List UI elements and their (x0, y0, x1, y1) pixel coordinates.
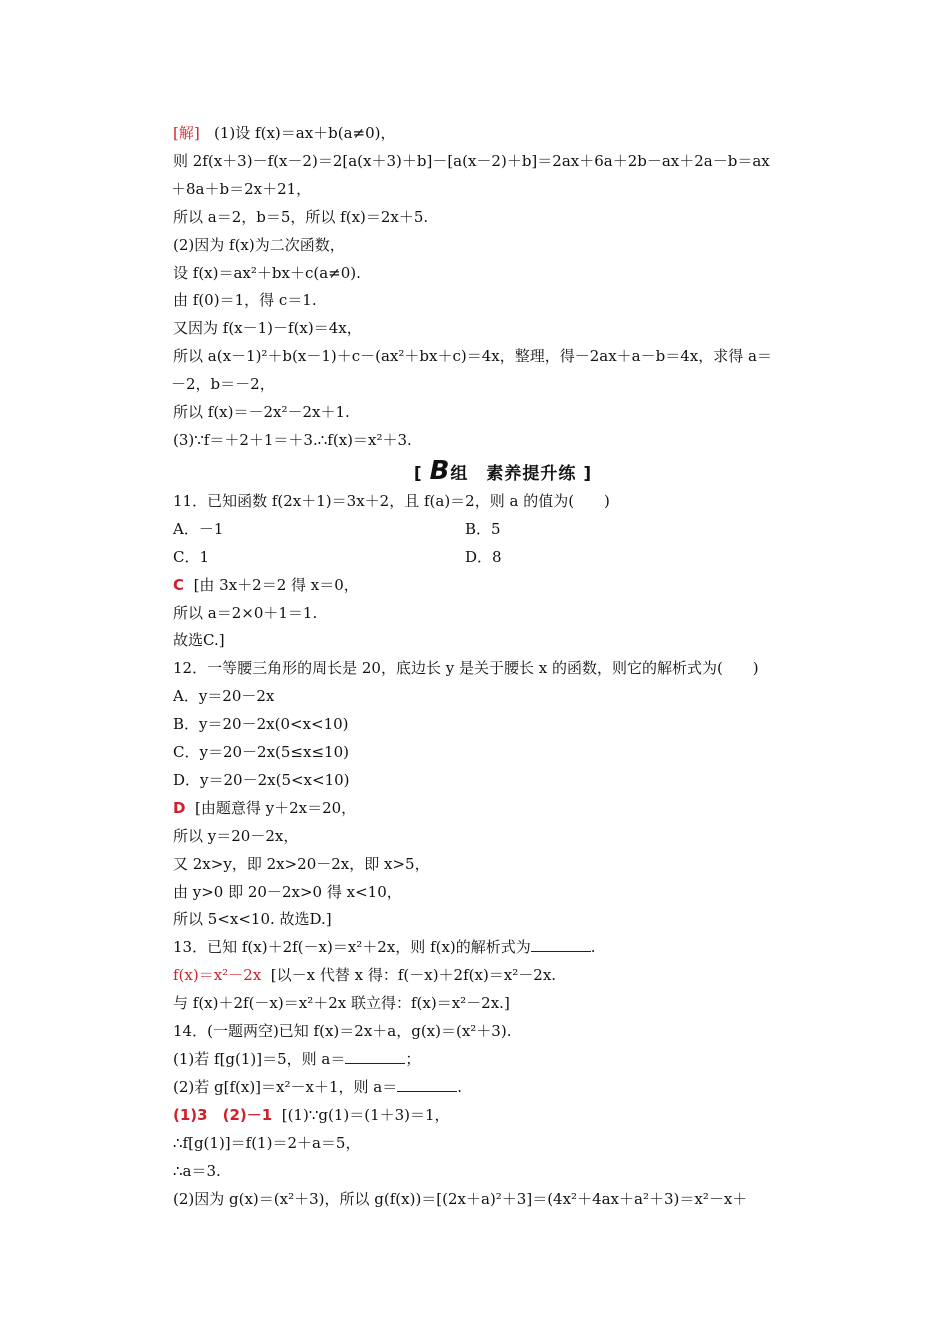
solution-line-9: 所以 a(x－1)²＋b(x－1)＋c－(ax²＋bx＋c)＝4x，整理，得－2ax＋a－b＝4x，求得 a＝ (173, 347, 772, 366)
question-14: 14．(一题两空)已知 f(x)＝2x＋a，g(x)＝(x²＋3). (173, 1022, 512, 1041)
q14-solution-2: ∴f[g(1)]＝f(1)＝2＋a＝5， (173, 1133, 361, 1152)
q13-answer: f(x)＝x²－2x (173, 966, 262, 985)
solution-line-12: (3)∵f＝＋2＋1＝＋3.∴f(x)＝x²＋3. (173, 430, 412, 449)
q12-option-d: D．y＝20－2x(5<x<10) (173, 770, 350, 789)
q14-answer: (1)3 (2)－1 (173, 1105, 273, 1124)
q11-solution-3: 故选C.] (173, 631, 225, 650)
solution-line-10: －2，b＝－2， (171, 375, 275, 394)
section-heading: [ B组 素养提升练 ] (413, 455, 593, 486)
answer-blank (531, 937, 591, 952)
q14-part-2: (2)若 g[f(x)]＝x²－x＋1，则 a＝ . (173, 1077, 463, 1096)
q14-solution-4: (2)因为 g(x)＝(x²＋3)，所以 g(f(x))＝[(2x＋a)²＋3]＝(4x²＋4ax＋a²＋3)＝x²－x＋ (173, 1189, 748, 1208)
solution-line-2: 则 2f(x＋3)－f(x－2)＝2[a(x＋3)＋b]－[a(x－2)＋b]＝2ax＋6a＋2b－ax＋2a－b＝ax (173, 151, 770, 170)
solution-line-11: 所以 f(x)＝－2x²－2x＋1. (173, 403, 350, 422)
question-11: 11．已知函数 f(2x＋1)＝3x＋2，且 f(a)＝2，则 a 的值为( ) (173, 491, 610, 510)
q12-option-b: B．y＝20－2x(0<x<10) (173, 715, 349, 734)
q12-answer: D (173, 798, 186, 817)
q11-options-row-2 (173, 544, 823, 572)
solution-line-4: 所以 a＝2，b＝5，所以 f(x)＝2x＋5. (173, 207, 429, 226)
question-12: 12．一等腰三角形的周长是 20，底边长 y 是关于腰长 x 的函数，则它的解析式为( ) (173, 659, 759, 678)
q11-option-a: A．－1 (173, 519, 224, 538)
answer-blank (397, 1077, 457, 1092)
document-page (173, 120, 823, 1213)
q14-part-1: (1)若 f[g(1)]＝5，则 a＝ ； (173, 1050, 421, 1068)
solution-line-7: 由 f(0)＝1，得 c＝1. (173, 291, 317, 310)
q11-solution-2: 所以 a＝2×0＋1＝1. (173, 603, 318, 622)
q14-answer-line: (1)3 (2)－1 [(1)∵g(1)＝(1＋3)＝1， (173, 1105, 450, 1124)
q11-option-d: D．8 (465, 547, 502, 566)
solution-line-1: [解] (1)设 f(x)＝ax＋b(a≠0)， (173, 124, 396, 142)
q11-options-row-1 (173, 516, 823, 544)
solution-line-5: (2)因为 f(x)为二次函数， (173, 235, 345, 254)
q12-answer-line: D [由题意得 y＋2x＝20， (173, 798, 357, 817)
question-13: 13．已知 f(x)＋2f(－x)＝x²＋2x，则 f(x)的解析式为 . (173, 938, 596, 957)
q11-option-b: B．5 (465, 519, 501, 538)
q13-answer-line: f(x)＝x²－2x [以－x 代替 x 得：f(－x)＋2f(x)＝x²－2x. (173, 966, 557, 985)
q12-solution-3: 又 2x>y，即 2x>20－2x，即 x>5， (173, 854, 430, 873)
q14-solution-3: ∴a＝3. (173, 1161, 221, 1180)
section-letter: B (429, 455, 451, 486)
q11-answer-line: C [由 3x＋2＝2 得 x＝0， (173, 575, 359, 594)
q13-solution-2: 与 f(x)＋2f(－x)＝x²＋2x 联立得：f(x)＝x²－2x.] (173, 994, 510, 1013)
q11-option-c: C．1 (173, 547, 210, 566)
q12-solution-2: 所以 y＝20－2x， (173, 826, 299, 845)
solution-label: [解] (173, 124, 200, 142)
q12-option-a: A．y＝20－2x (173, 687, 275, 706)
solution-line-6: 设 f(x)＝ax²＋bx＋c(a≠0). (173, 263, 361, 282)
answer-blank (345, 1049, 405, 1064)
q11-answer: C (173, 575, 185, 594)
q12-solution-5: 所以 5<x<10. 故选D.] (173, 910, 332, 929)
solution-line-3: ＋8a＋b＝2x＋21， (171, 179, 312, 198)
solution-line-8: 又因为 f(x－1)－f(x)＝4x， (173, 319, 362, 338)
q12-solution-4: 由 y>0 即 20－2x>0 得 x<10， (173, 882, 402, 901)
q12-option-c: C．y＝20－2x(5≤x≤10) (173, 743, 349, 762)
